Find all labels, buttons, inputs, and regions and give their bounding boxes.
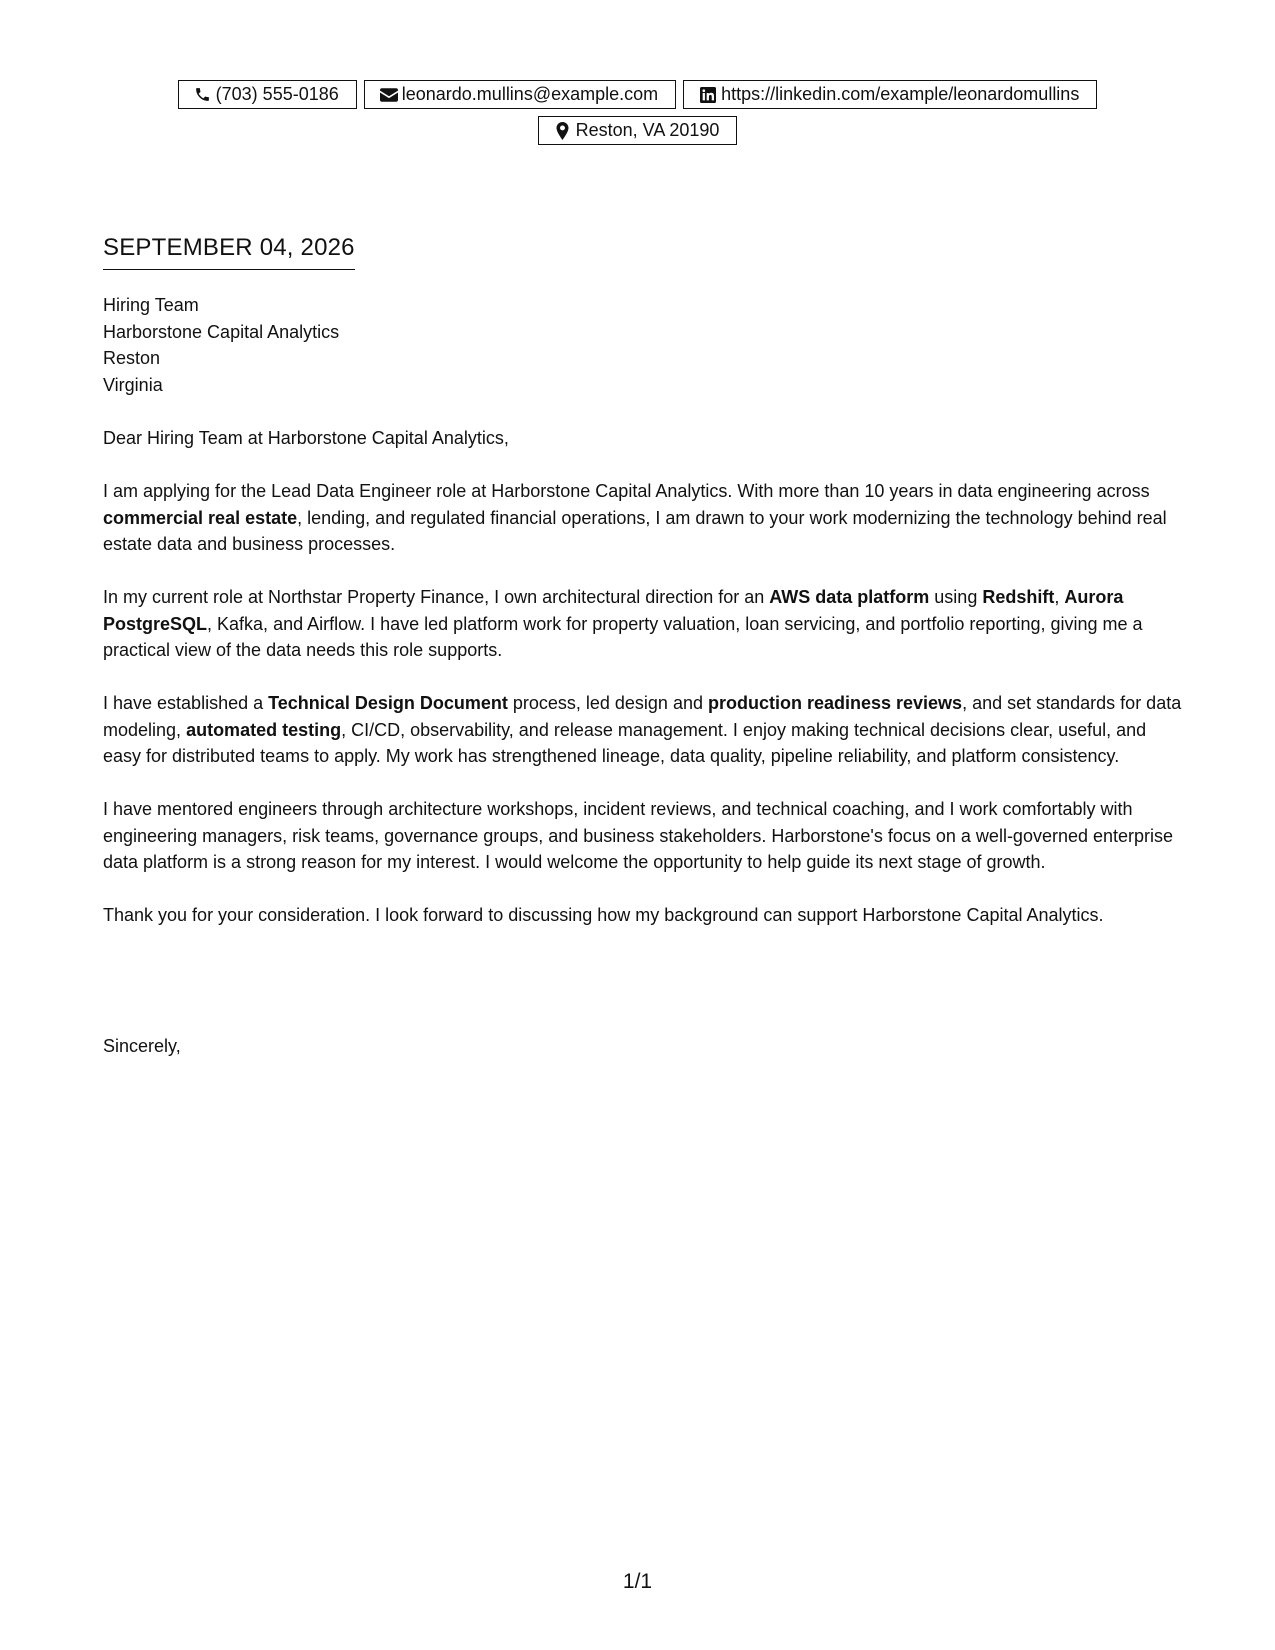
- paragraph-4: I have mentored engineers through architecture workshops, incident reviews, and technical coaching, and I work comfortably with engineering managers, risk teams, governance groups, and business stakeholders. Harborstone's focus on a well-governed enterprise data platform is a strong reason for my interest. I would welcome the opportunity to help guide its next stage of growth.: [103, 799, 1174, 872]
- map-marker-icon: [553, 122, 573, 140]
- envelope-icon: [379, 86, 399, 104]
- closing: Sincerely,: [103, 1036, 181, 1056]
- paragraph-1: [103, 478, 1183, 558]
- paragraph-2-emphasis: Aurora PostgreSQL: [103, 587, 1124, 634]
- linkedin-icon: [698, 86, 718, 104]
- phone-link[interactable]: [178, 80, 357, 109]
- location-chip: [538, 116, 738, 145]
- recipient-city: Reston: [103, 348, 161, 368]
- date-block: [103, 234, 355, 270]
- letter-body: [103, 425, 1183, 955]
- recipient-state: Virginia: [103, 374, 163, 395]
- paragraph-3-emphasis: Technical Design Document: [268, 693, 508, 713]
- paragraph-2-text: using: [929, 587, 983, 607]
- paragraph-3-emphasis: automated testing: [186, 719, 342, 740]
- paragraph-3-emphasis: production readiness reviews: [707, 693, 963, 713]
- letter-date: SEPTEMBER 04, 2026: [103, 234, 355, 270]
- paragraph-2-emphasis: Redshift: [982, 587, 1055, 607]
- paragraph-3-text: , and set standards for data modeling,: [103, 693, 1182, 740]
- recipient-address: [103, 292, 339, 398]
- paragraph-3: [103, 690, 1183, 770]
- phone-text: (703) 555-0186: [215, 84, 339, 104]
- linkedin-link[interactable]: [683, 80, 1097, 109]
- linkedin-text: https://linkedin.com/example/leonardomullins: [721, 84, 1080, 104]
- recipient-name: Hiring Team: [103, 295, 199, 315]
- phone-icon: [193, 86, 213, 104]
- email-text: leonardo.mullins@example.com: [401, 84, 659, 104]
- paragraph-3-text: I have established a: [103, 693, 269, 713]
- contact-row-secondary: [538, 116, 738, 145]
- page-number: 1/1: [622, 1570, 653, 1593]
- location-text: Reston, VA 20190: [575, 120, 720, 140]
- paragraph-2-text: , Kafka, and Airflow. I have led platform work for property valuation, loan servicing, and portfolio reporting, giving me a practical view of the data needs this role supports.: [103, 613, 1143, 660]
- contact-row-primary: [178, 80, 1098, 109]
- paragraph-2-text: ,: [1054, 587, 1065, 607]
- recipient-company: Harborstone Capital Analytics: [103, 321, 340, 342]
- paragraph-2: [103, 584, 1183, 664]
- paragraph-5: Thank you for your consideration. I look forward to discussing how my background can support Harborstone Capital Analytics.: [103, 905, 1104, 925]
- paragraph-1-emphasis: commercial real estate: [103, 507, 298, 528]
- email-link[interactable]: [364, 80, 676, 109]
- paragraph-2-emphasis: AWS data platform: [769, 587, 930, 607]
- paragraph-1-text: I am applying for the Lead Data Engineer role at Harborstone Capital Analytics. With more than 10 years in data engineering across: [103, 481, 1150, 501]
- paragraph-2-text: In my current role at Northstar Property Finance, I own architectural direction for an: [103, 587, 770, 607]
- contact-bar: [0, 80, 1275, 152]
- paragraph-1-text: , lending, and regulated financial operations, I am drawn to your work modernizing the technology behind real estate data and business processes.: [103, 507, 1167, 554]
- salutation: Dear Hiring Team at Harborstone Capital Analytics,: [103, 428, 509, 448]
- paragraph-3-text: , CI/CD, observability, and release management. I enjoy making technical decisions clear, useful, and easy for distributed teams to apply. My work has strengthened lineage, data quality, pipeline reliability, and platform consistency.: [103, 719, 1147, 766]
- paragraph-3-text: process, led design and: [507, 693, 708, 713]
